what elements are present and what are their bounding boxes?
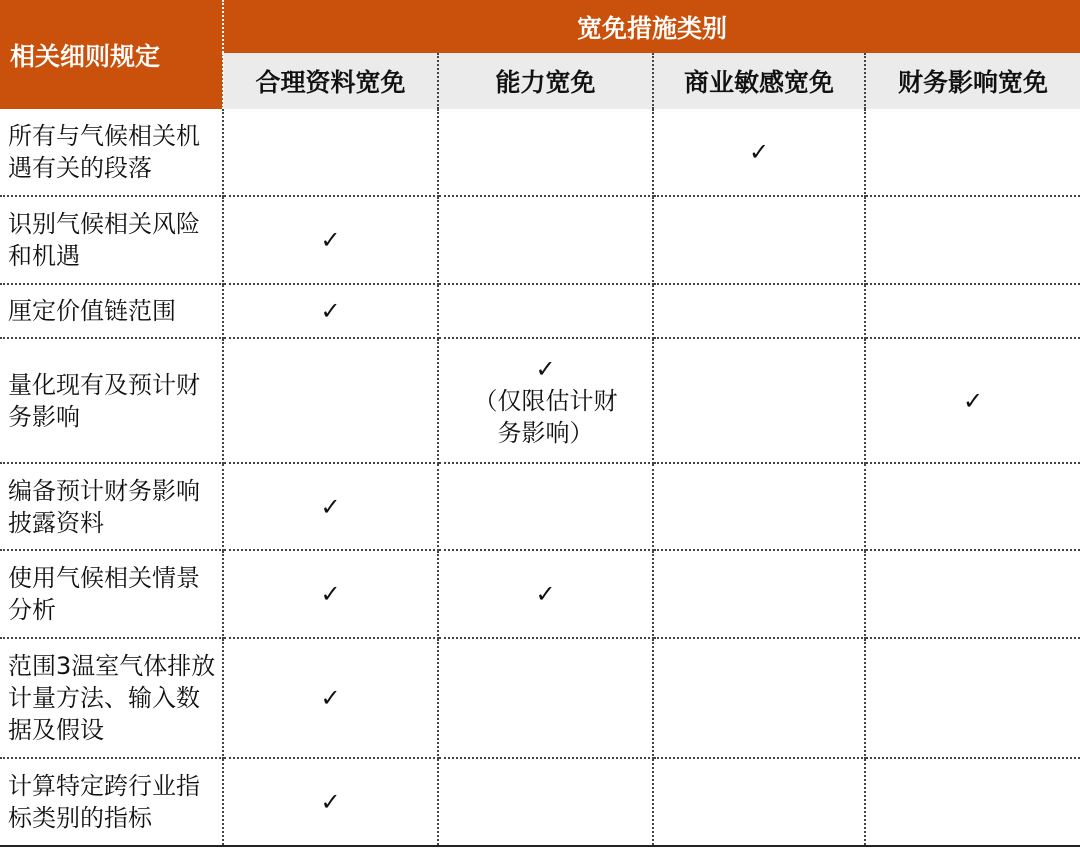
table-row — [0, 109, 1080, 196]
cell-financial-impact — [865, 109, 1080, 196]
cell-capability — [438, 196, 653, 284]
table-row — [0, 463, 1080, 550]
row-label: 使用气候相关情景分析 — [0, 550, 223, 638]
row-label: 厘定价值链范围 — [0, 284, 223, 338]
table-row — [0, 550, 1080, 638]
table-row — [0, 638, 1080, 758]
cell-capability — [438, 284, 653, 338]
cell-reasonable-info: ✓ — [223, 758, 438, 846]
cell-financial-impact — [865, 284, 1080, 338]
cell-financial-impact — [865, 550, 1080, 638]
cell-capability: ✓ — [438, 550, 653, 638]
table-row — [0, 338, 1080, 463]
cell-financial-impact — [865, 758, 1080, 846]
capability-note: （仅限估计财务影响） — [473, 386, 618, 447]
cell-capability — [438, 109, 653, 196]
table-row — [0, 196, 1080, 284]
cell-financial-impact — [865, 638, 1080, 758]
cell-commercial-sensitive — [653, 758, 865, 846]
table-row — [0, 284, 1080, 338]
cell-financial-impact — [865, 463, 1080, 550]
check-mark: ✓ — [535, 354, 556, 383]
cell-commercial-sensitive — [653, 196, 865, 284]
cell-capability — [438, 338, 653, 463]
cell-commercial-sensitive — [653, 463, 865, 550]
cell-financial-impact: ✓ — [865, 338, 1080, 463]
column-header-commercial-sensitive: 商业敏感宽免 — [653, 53, 865, 109]
cell-commercial-sensitive — [653, 338, 865, 463]
column-header-reasonable-info: 合理资料宽免 — [223, 53, 438, 109]
row-label: 编备预计财务影响披露资料 — [0, 463, 223, 550]
row-label: 所有与气候相关机遇有关的段落 — [0, 109, 223, 196]
column-header-capability: 能力宽免 — [438, 53, 653, 109]
cell-reasonable-info: ✓ — [223, 196, 438, 284]
row-label: 量化现有及预计财务影响 — [0, 338, 223, 463]
cell-financial-impact — [865, 196, 1080, 284]
cell-reasonable-info: ✓ — [223, 638, 438, 758]
column-header-financial-impact: 财务影响宽免 — [865, 53, 1080, 109]
row-label: 计算特定跨行业指标类别的指标 — [0, 758, 223, 846]
cell-reasonable-info: ✓ — [223, 284, 438, 338]
row-label: 识别气候相关风险和机遇 — [0, 196, 223, 284]
row-header: 相关细则规定 — [0, 0, 223, 109]
row-label: 范围3温室气体排放计量方法、输入数据及假设 — [0, 638, 223, 758]
group-header: 宽免措施类别 — [223, 0, 1080, 53]
table-row — [0, 758, 1080, 846]
cell-reasonable-info: ✓ — [223, 463, 438, 550]
cell-commercial-sensitive — [653, 638, 865, 758]
cell-reasonable-info — [223, 109, 438, 196]
cell-capability — [438, 463, 653, 550]
cell-capability — [438, 758, 653, 846]
cell-commercial-sensitive: ✓ — [653, 109, 865, 196]
cell-commercial-sensitive — [653, 284, 865, 338]
cell-reasonable-info: ✓ — [223, 550, 438, 638]
cell-commercial-sensitive — [653, 550, 865, 638]
cell-capability — [438, 638, 653, 758]
cell-reasonable-info — [223, 338, 438, 463]
